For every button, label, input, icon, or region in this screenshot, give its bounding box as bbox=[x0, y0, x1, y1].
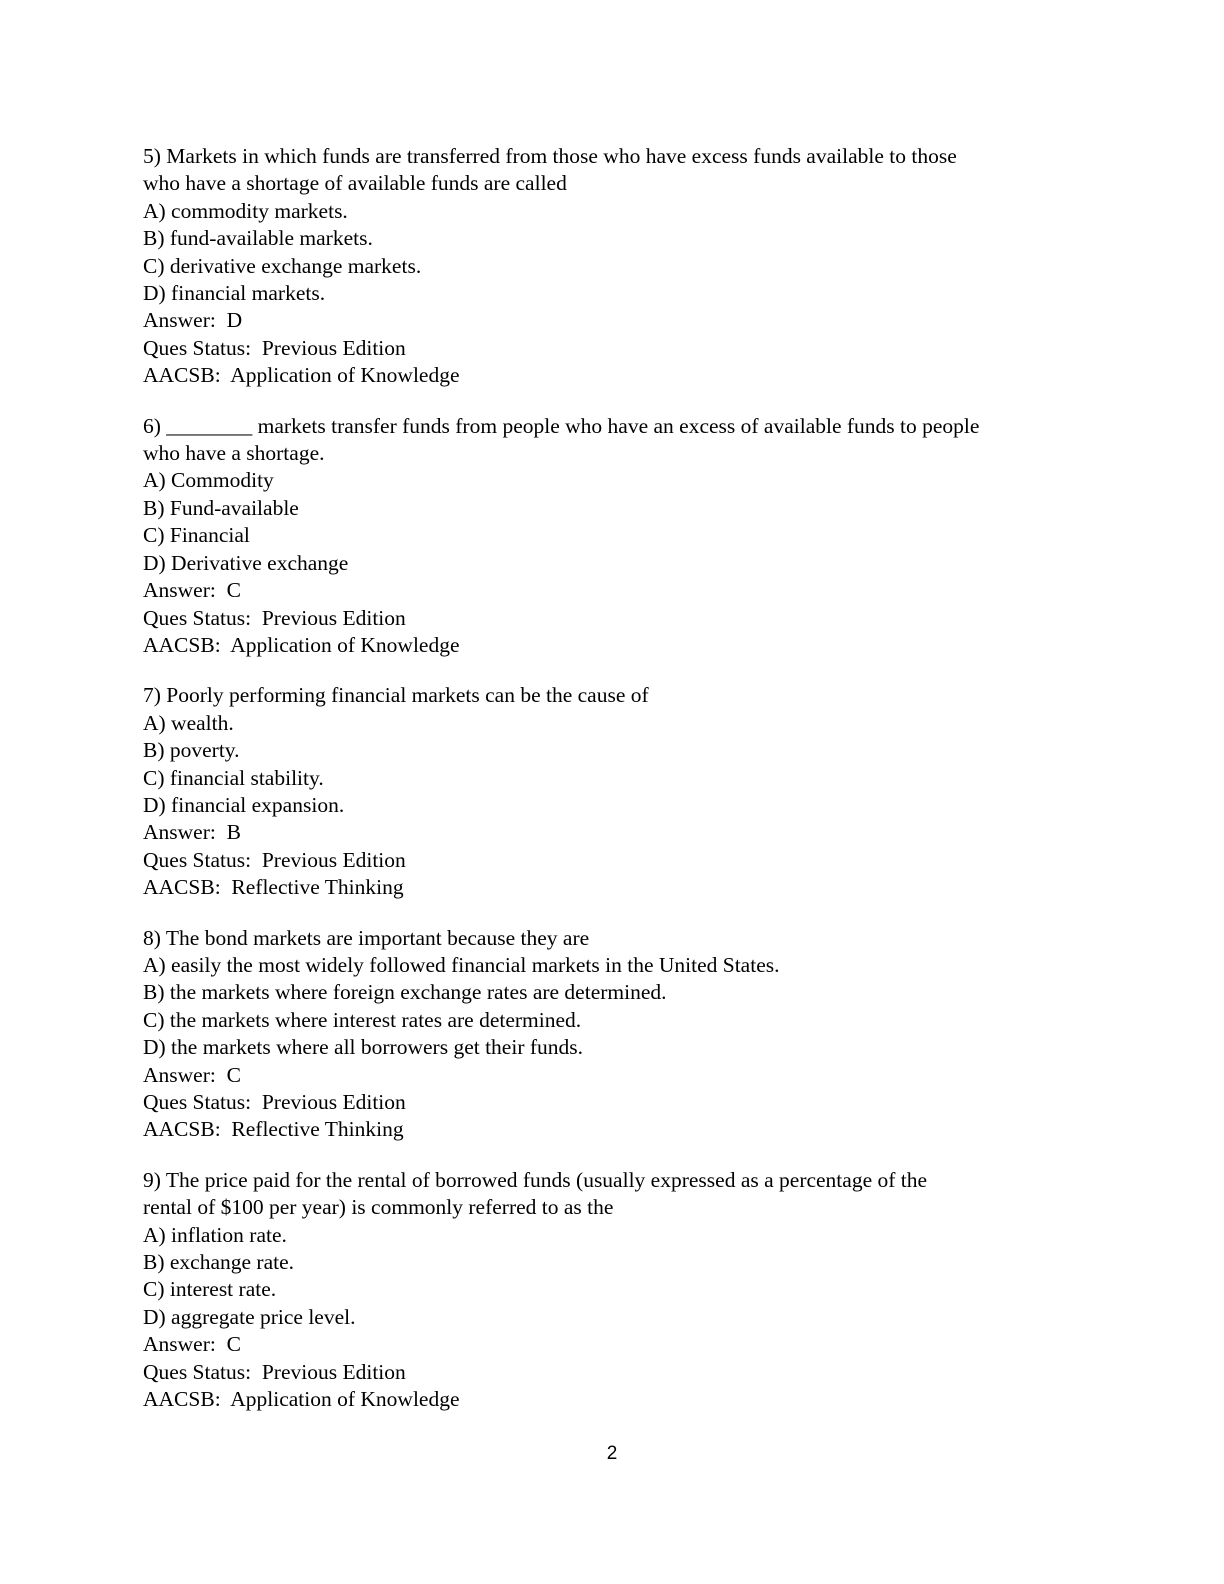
question-7 bbox=[143, 682, 1083, 901]
answer-key: Answer: B bbox=[143, 820, 241, 845]
answer-key: Answer: C bbox=[143, 1332, 241, 1357]
answer-option: A) wealth. bbox=[143, 710, 234, 735]
question-stem: who have a shortage. bbox=[143, 441, 325, 466]
question-stem: 7) Poorly performing financial markets can be the cause of bbox=[143, 683, 649, 708]
answer-option: A) inflation rate. bbox=[143, 1222, 287, 1247]
question-status: Ques Status: Previous Edition bbox=[143, 335, 406, 360]
question-6 bbox=[143, 413, 1083, 660]
aacsb-tag: AACSB: Application of Knowledge bbox=[143, 632, 460, 657]
answer-key: Answer: C bbox=[143, 578, 241, 603]
question-5 bbox=[143, 143, 1083, 390]
answer-option: C) Financial bbox=[143, 523, 250, 548]
aacsb-tag: AACSB: Application of Knowledge bbox=[143, 363, 460, 388]
answer-option: B) Fund-available bbox=[143, 495, 299, 520]
question-stem: 8) The bond markets are important because they are bbox=[143, 925, 590, 950]
answer-option: D) the markets where all borrowers get their funds. bbox=[143, 1035, 584, 1060]
answer-option: D) Derivative exchange bbox=[143, 550, 349, 575]
question-stem: 6) ________ markets transfer funds from people who have an excess of available funds to people bbox=[143, 413, 980, 438]
question-status: Ques Status: Previous Edition bbox=[143, 1090, 406, 1114]
answer-option: B) poverty. bbox=[143, 738, 240, 763]
answer-option: C) the markets where interest rates are determined. bbox=[143, 1007, 582, 1032]
question-stem: 9) The price paid for the rental of borrowed funds (usually expressed as a percentage of the bbox=[143, 1167, 928, 1192]
answer-option: C) derivative exchange markets. bbox=[143, 253, 422, 278]
aacsb-tag: AACSB: Application of Knowledge bbox=[143, 1387, 460, 1412]
answer-option: A) easily the most widely followed financial markets in the United States. bbox=[143, 952, 780, 977]
question-9 bbox=[143, 1167, 1083, 1414]
question-stem: 5) Markets in which funds are transferred from those who have excess funds available to those bbox=[143, 144, 957, 168]
question-stem: who have a shortage of available funds are called bbox=[143, 171, 567, 196]
answer-option: C) financial stability. bbox=[143, 765, 324, 790]
question-status: Ques Status: Previous Edition bbox=[143, 605, 406, 630]
answer-key: Answer: D bbox=[143, 308, 243, 333]
answer-option: B) exchange rate. bbox=[143, 1250, 295, 1275]
aacsb-tag: AACSB: Reflective Thinking bbox=[143, 1117, 404, 1142]
answer-option: B) fund-available markets. bbox=[143, 226, 373, 251]
answer-option: B) the markets where foreign exchange rates are determined. bbox=[143, 980, 667, 1005]
answer-option: A) Commodity bbox=[143, 468, 274, 493]
answer-option: D) aggregate price level. bbox=[143, 1304, 356, 1329]
answer-option: D) financial markets. bbox=[143, 281, 326, 306]
question-list bbox=[143, 143, 1083, 1436]
question-8 bbox=[143, 925, 1083, 1144]
answer-option: C) interest rate. bbox=[143, 1277, 277, 1302]
question-status: Ques Status: Previous Edition bbox=[143, 1359, 406, 1384]
aacsb-tag: AACSB: Reflective Thinking bbox=[143, 875, 404, 900]
question-status: Ques Status: Previous Edition bbox=[143, 847, 406, 872]
page-number: 2 bbox=[606, 1443, 618, 1464]
answer-key: Answer: C bbox=[143, 1062, 241, 1087]
question-stem: rental of $100 per year) is commonly referred to as the bbox=[143, 1195, 614, 1220]
answer-option: A) commodity markets. bbox=[143, 198, 348, 223]
answer-option: D) financial expansion. bbox=[143, 792, 345, 817]
